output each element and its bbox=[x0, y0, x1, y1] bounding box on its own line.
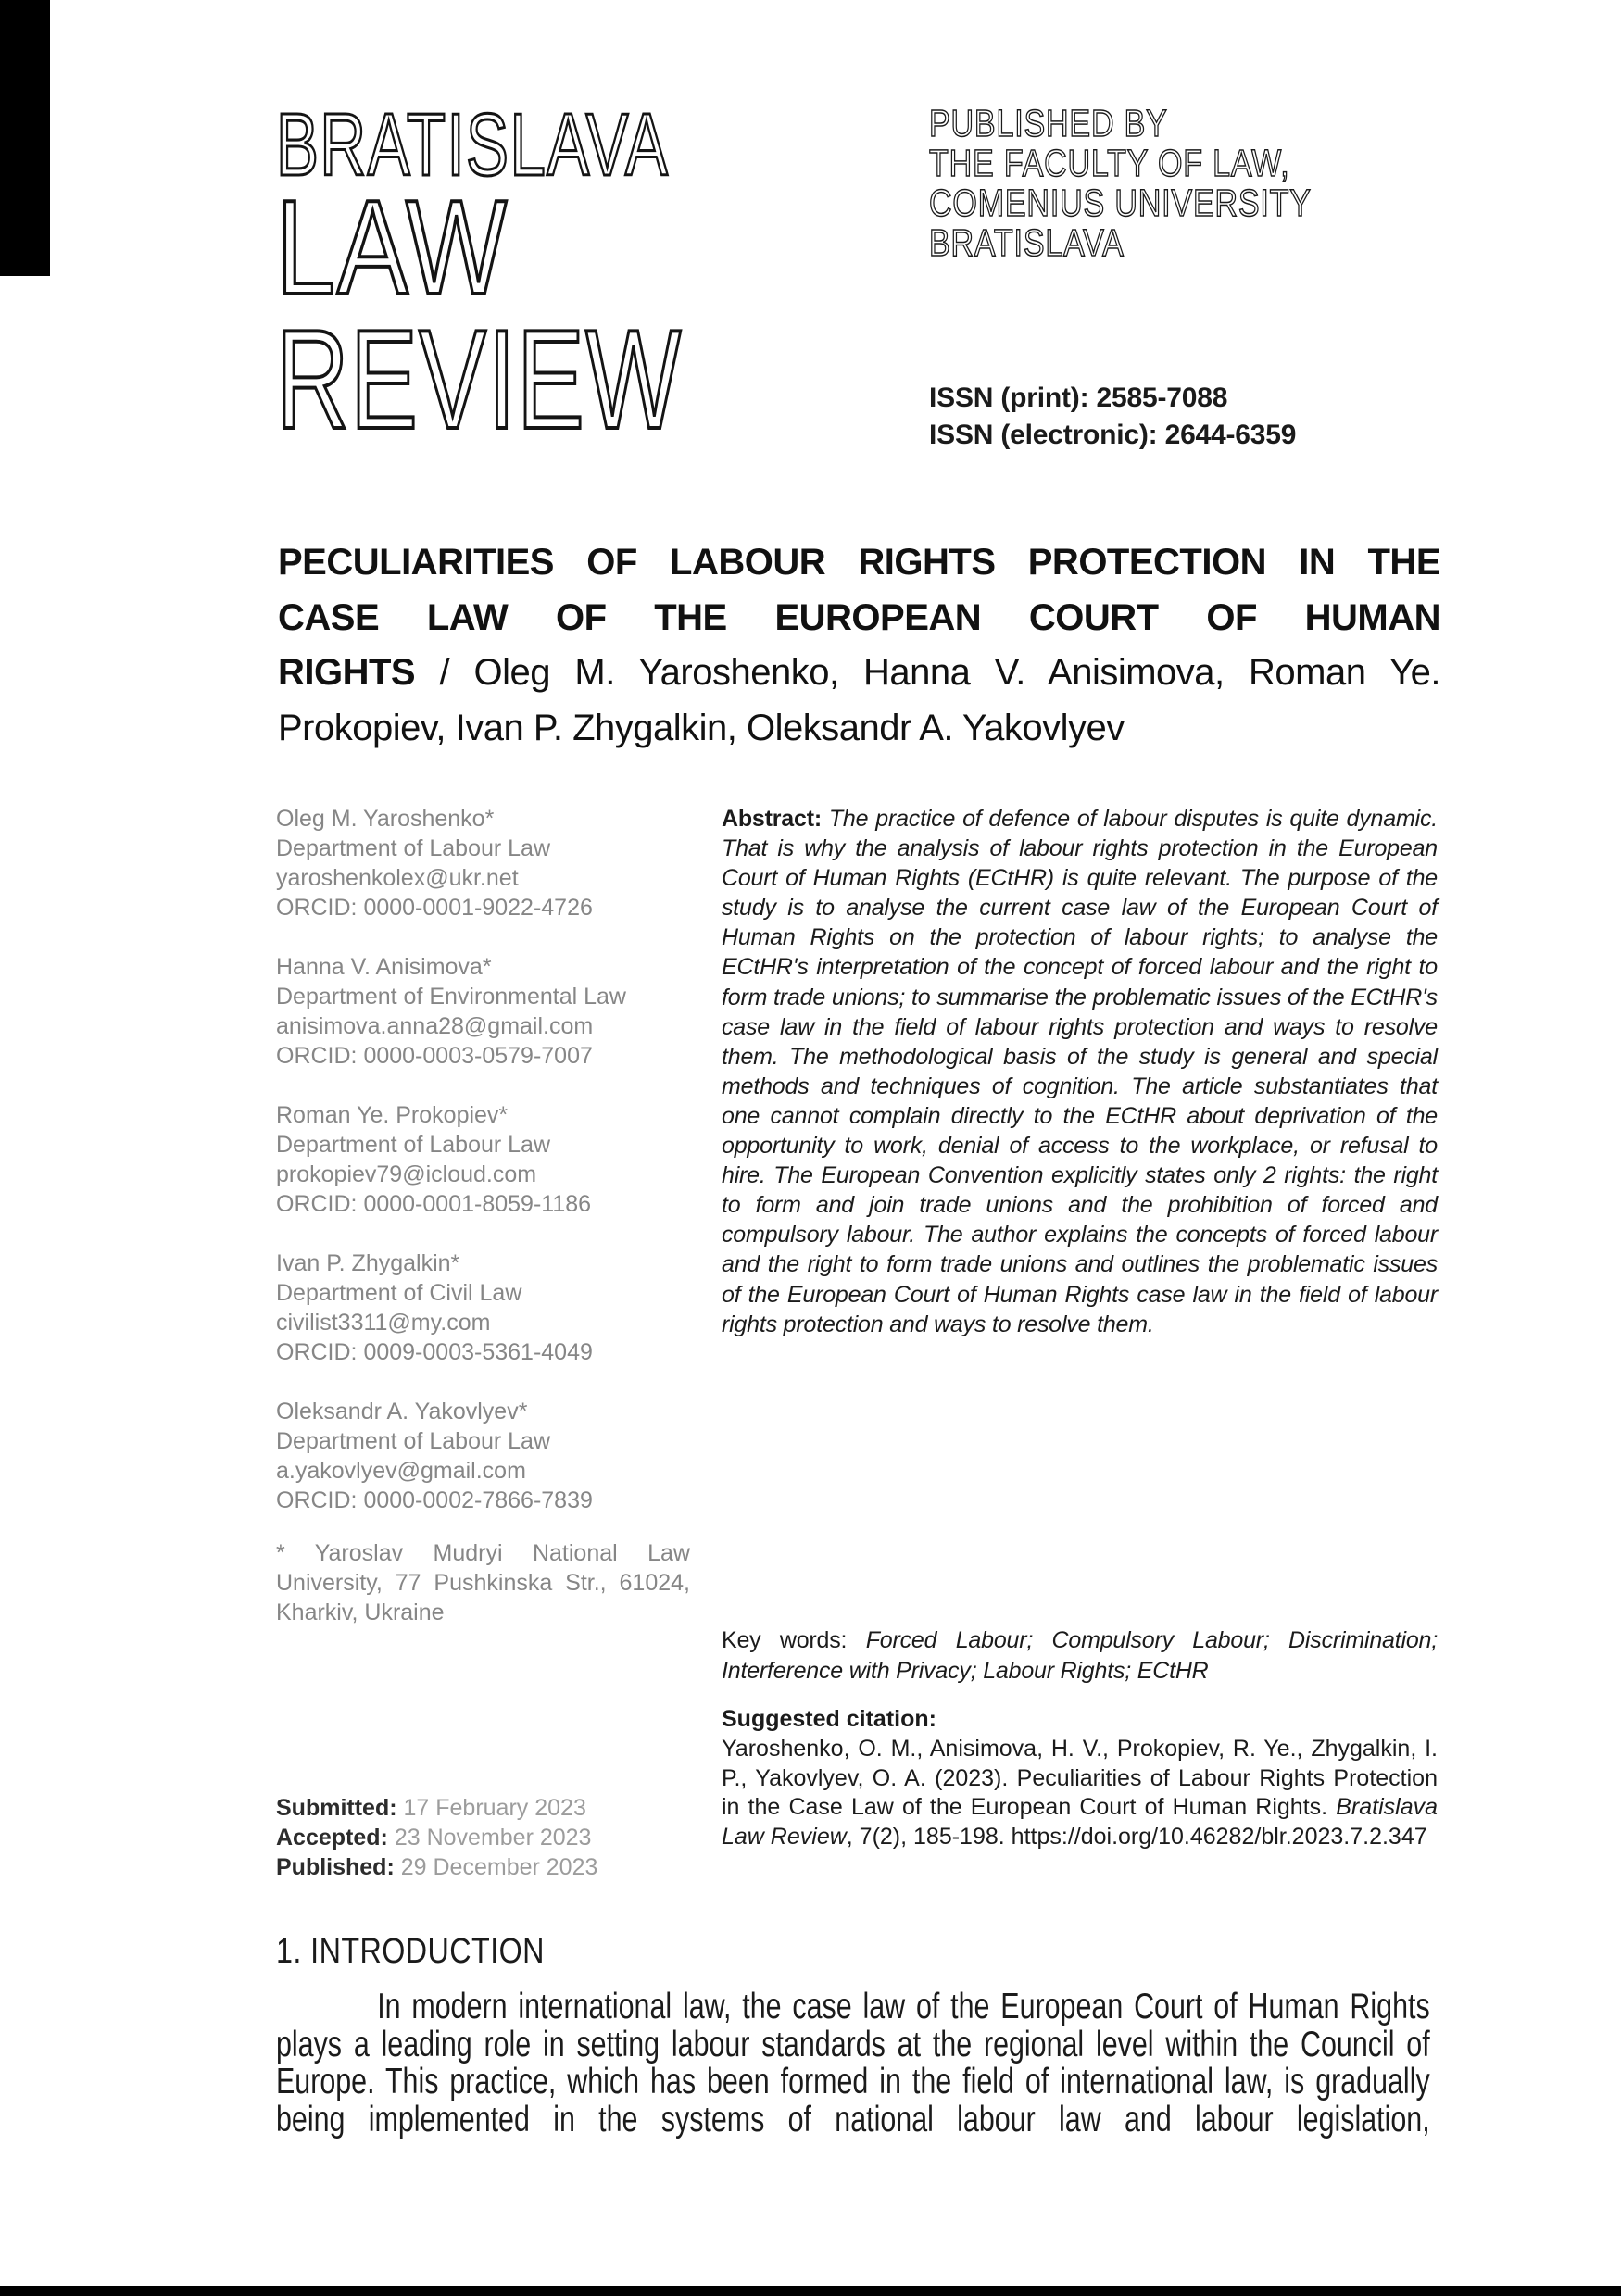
author-name: Oleg M. Yaroshenko* bbox=[276, 806, 495, 832]
article-title-authors-part-2: Prokopiev, Ivan P. Zhygalkin, Oleksandr A. Yakovlyev bbox=[278, 707, 1125, 748]
keywords-label: Key words: bbox=[722, 1627, 848, 1653]
abstract-label: Abstract: bbox=[722, 806, 822, 832]
publisher-block bbox=[929, 104, 1312, 263]
author-orcid: ORCID: 0000-0003-0579-7007 bbox=[276, 1043, 593, 1069]
publisher-line-3: COMENIUS UNIVERSITY bbox=[929, 182, 1312, 224]
citation-doi-link[interactable]: https://doi.org/10.46282/blr.2023.7.2.347 bbox=[1011, 1824, 1427, 1851]
submitted-label: Submitted: bbox=[276, 1795, 397, 1821]
author-orcid: ORCID: 0000-0002-7866-7839 bbox=[276, 1487, 593, 1513]
issn-print: ISSN (print): 2585-7088 bbox=[929, 383, 1228, 413]
section-heading-introduction: 1. INTRODUCTION bbox=[276, 1932, 545, 1971]
author-department: Department of Labour Law bbox=[276, 835, 551, 861]
author-name: Roman Ye. Prokopiev* bbox=[276, 1102, 509, 1128]
abstract-text: The practice of defence of labour disputes is quite dynamic. That is why the analysis of labour rights protection in the European Court of Human Rights (ECtHR) is quite relevant. The purpose of the study is to analyse the current case law of the European Court of Human Rights on the protection of labour rights; to analyse the ECtHR's interpretation of the concept of forced labour and the right to form trade unions; to summarise the problematic issues of the ECtHR's case law in the field of labour rights protection and ways to resolve them. The methodological basis of the study is general and special methods and techniques of cognition. The article substantiates that one cannot complain directly to the ECtHR about deprivation of the opportunity to work, denial of access to the workplace, or refusal to hire. The European Convention explicitly states only 2 rights: the right to form and join trade unions and the prohibition of forced and compulsory labour. The author explains the concepts of forced labour and the right to form trade unions and outlines the problematic issues of the European Court of Human Rights case law in the field of labour rights protection and ways to resolve them. bbox=[722, 806, 1438, 1337]
authors-column bbox=[276, 804, 690, 1545]
affiliation-footnote: * Yaroslav Mudryi National Law University, 77 Pushkinska Str., 61024, Kharkiv, Ukraine bbox=[276, 1540, 690, 1625]
author-name: Ivan P. Zhygalkin* bbox=[276, 1250, 460, 1276]
author-email[interactable]: a.yakovlyev@gmail.com bbox=[276, 1458, 526, 1484]
keywords-text: Forced Labour; Compulsory Labour; Discrimination; Interference with Privacy; Labour Rights; ECtHR bbox=[722, 1627, 1438, 1684]
publisher-line-4: BRATISLAVA bbox=[929, 221, 1125, 264]
journal-logo-line-review: REVIEW bbox=[276, 301, 683, 458]
author-block bbox=[276, 1248, 690, 1367]
author-department: Department of Civil Law bbox=[276, 1280, 522, 1306]
keywords-section bbox=[722, 1625, 1438, 1686]
author-email[interactable]: civilist3311@my.com bbox=[276, 1310, 491, 1336]
author-name: Oleksandr A. Yakovlyev* bbox=[276, 1399, 528, 1424]
abstract-section bbox=[722, 804, 1438, 1339]
article-title-line-2: CASE LAW OF THE EUROPEAN COURT OF HUMAN bbox=[278, 596, 1440, 638]
author-department: Department of Environmental Law bbox=[276, 984, 626, 1010]
author-email[interactable]: prokopiev79@icloud.com bbox=[276, 1161, 537, 1187]
author-block bbox=[276, 1100, 690, 1219]
article-title-line-1: PECULIARITIES OF LABOUR RIGHTS PROTECTION IN THE bbox=[278, 542, 1440, 583]
submitted-row bbox=[276, 1793, 597, 1823]
submitted-value: 17 February 2023 bbox=[403, 1795, 586, 1821]
author-email[interactable]: yaroshenkolex@ukr.net bbox=[276, 865, 519, 891]
issn-block bbox=[929, 380, 1296, 454]
author-block bbox=[276, 804, 690, 922]
article-title bbox=[278, 535, 1440, 756]
accepted-row bbox=[276, 1823, 597, 1852]
author-block bbox=[276, 952, 690, 1071]
journal-logo-line-law: LAW bbox=[276, 172, 509, 322]
bottom-decoration-bar bbox=[0, 2286, 1621, 2296]
author-orcid: ORCID: 0009-0003-5361-4049 bbox=[276, 1339, 593, 1365]
published-value: 29 December 2023 bbox=[400, 1854, 598, 1880]
introduction-paragraph: In modern international law, the case law of the European Court of Human Rights plays a leading role in setting labour standards at the regional level within the Council of Europe. This practice, which has been formed in the field of international law, is gradually being implemented in the systems of national labour law and labour legislation, bbox=[276, 1987, 1430, 2139]
published-row bbox=[276, 1852, 597, 1882]
author-orcid: ORCID: 0000-0001-8059-1186 bbox=[276, 1191, 592, 1217]
author-email[interactable]: anisimova.anna28@gmail.com bbox=[276, 1013, 594, 1039]
issn-electronic: ISSN (electronic): 2644-6359 bbox=[929, 420, 1297, 450]
accepted-label: Accepted: bbox=[276, 1825, 388, 1851]
author-name: Hanna V. Anisimova* bbox=[276, 954, 492, 980]
dates-block bbox=[276, 1793, 597, 1882]
citation-journal-name: Bratislava Law Review bbox=[722, 1794, 1438, 1851]
article-title-authors-part-1: / Oleg M. Yaroshenko, Hanna V. Anisimova, Roman Ye. bbox=[439, 652, 1440, 693]
suggested-citation-section bbox=[722, 1705, 1438, 1852]
author-department: Department of Labour Law bbox=[276, 1428, 551, 1454]
author-block bbox=[276, 1397, 690, 1515]
publisher-line-1: PUBLISHED BY bbox=[929, 102, 1168, 144]
article-title-line-3 bbox=[278, 646, 1440, 701]
accepted-value: 23 November 2023 bbox=[394, 1825, 592, 1851]
citation-label: Suggested citation: bbox=[722, 1706, 936, 1732]
journal-logo-line-bratislava: BRATISLAVA bbox=[276, 95, 670, 194]
publisher-line-2: THE FACULTY OF LAW, bbox=[929, 142, 1290, 184]
author-department: Department of Labour Law bbox=[276, 1132, 551, 1158]
corner-decoration-bar bbox=[0, 0, 50, 276]
article-title-rights: RIGHTS bbox=[278, 652, 416, 693]
published-label: Published: bbox=[276, 1854, 395, 1880]
author-orcid: ORCID: 0000-0001-9022-4726 bbox=[276, 895, 593, 921]
citation-text bbox=[722, 1735, 1438, 1852]
citation-authors-part: Yaroshenko, O. M., Anisimova, H. V., Prokopiev, R. Ye., Zhygalkin, I. P., Yakovlyev, O. A. (2023). Peculiarities of Labour Rights Protection in the Case Law of the European Court of Human Rights. bbox=[722, 1735, 1438, 1821]
citation-issue-part: , 7(2), 185-198. bbox=[846, 1824, 1005, 1851]
